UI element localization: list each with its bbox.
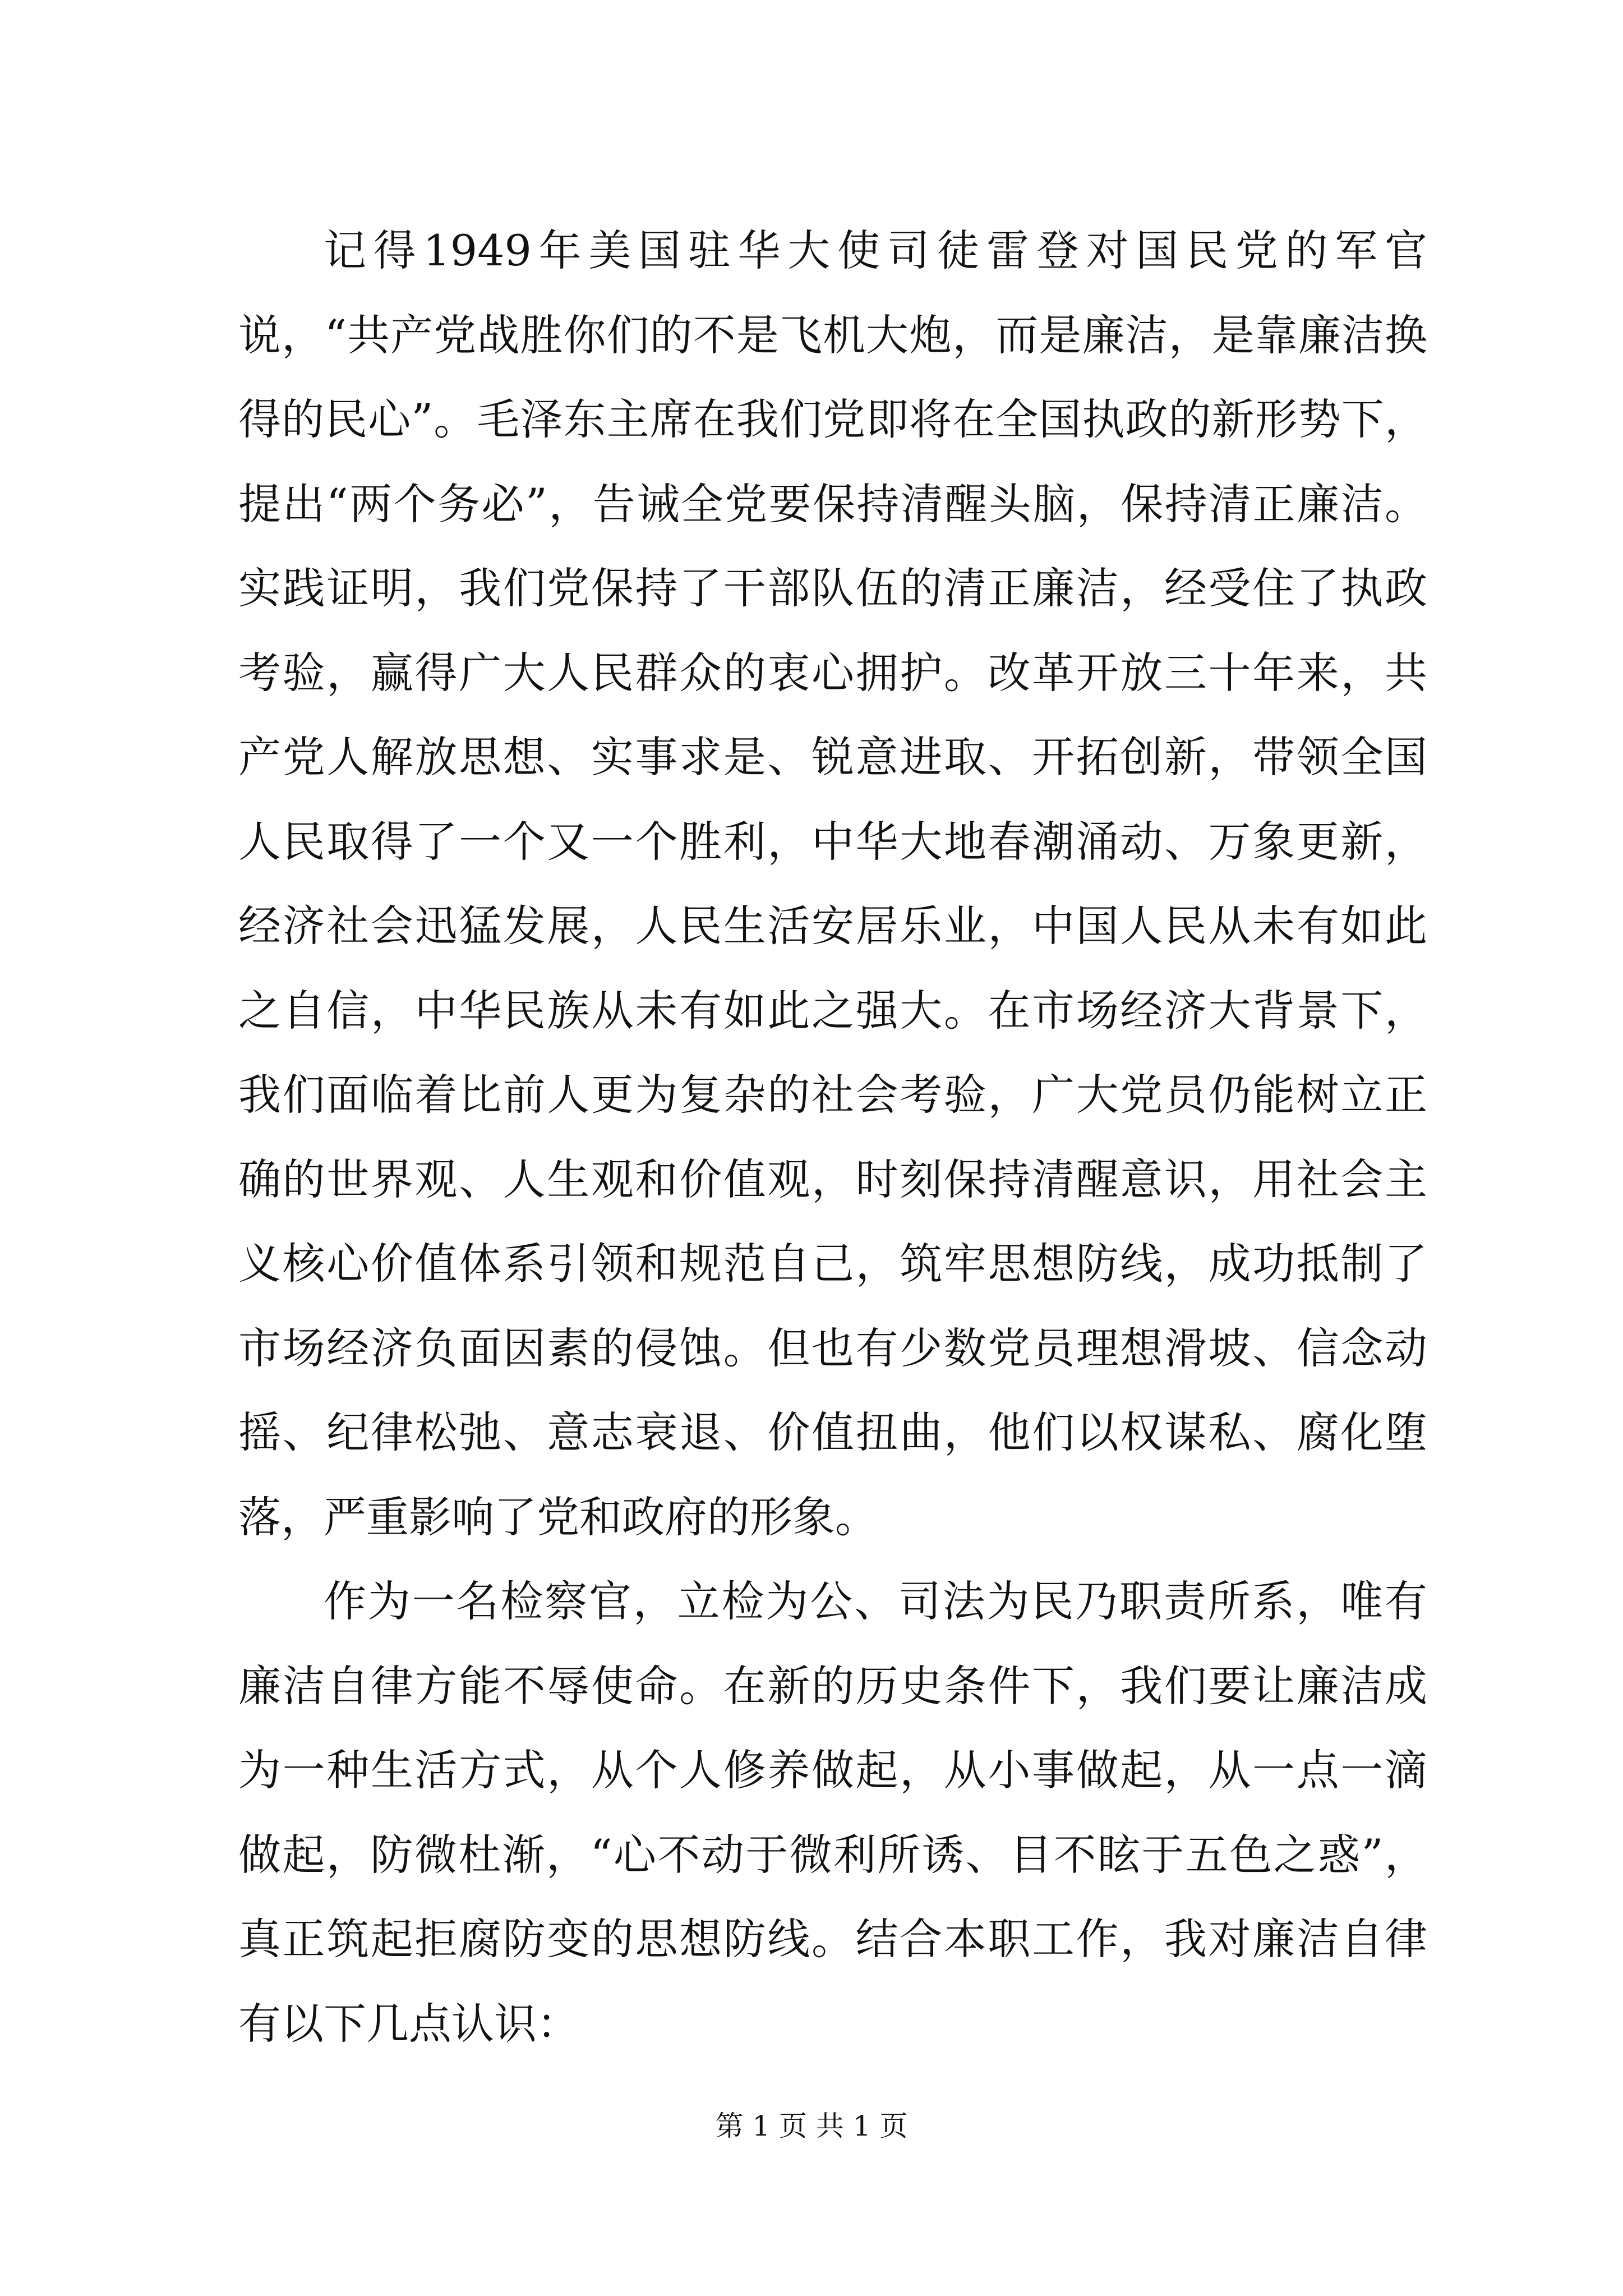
paragraph-1: 记得1949年美国驻华大使司徒雷登对国民党的军官说，“共产党战胜你们的不是飞机大炮，而是廉洁，是靠廉洁换得的民心”。毛泽东主席在我们党即将在全国执政的新形势下，提出“两个务必”，告诫全党要保持清醒头脑，保持清正廉洁。实践证明，我们党保持了干部队伍的清正廉洁，经受住了执政考验，赢得广大人民群众的衷心拥护。改革开放三十年来，共产党人解放思想、实事求是、锐意进取、开拓创新，带领全国人民取得了一个又一个胜利，中华大地春潮涌动、万象更新，经济社会迅猛发展，人民生活安居乐业，中国人民从未有如此之自信，中华民族从未有如此之强大。在市场经济大背景下，我们面临着比前人更为复杂的社会考验，广大党员仍能树立正确的世界观、人生观和价值观，时刻保持清醒意识，用社会主义核心价值体系引领和规范自己，筑牢思想防线，成功抵制了市场经济负面因素的侵蚀。但也有少数党员理想滑坡、信念动摇、纪律松弛、意志衰退、价值扭曲，他们以权谋私、腐化堕落，严重影响了党和政府的形象。 bbox=[238, 226, 1427, 1542]
page-footer: 第 1 页 共 1 页 bbox=[715, 2110, 908, 2142]
body-text bbox=[238, 209, 1427, 2066]
paragraph-2: 作为一名检察官，立检为公、司法为民乃职责所系，唯有廉洁自律方能不辱使命。在新的历史条件下，我们要让廉洁成为一种生活方式，从个人修养做起，从小事做起，从一点一滴做起，防微杜渐，“心不动于微利所诱、目不眩于五色之惑”，真正筑起拒腐防变的思想防线。结合本职工作，我对廉洁自律有以下几点认识： bbox=[238, 1576, 1427, 2049]
